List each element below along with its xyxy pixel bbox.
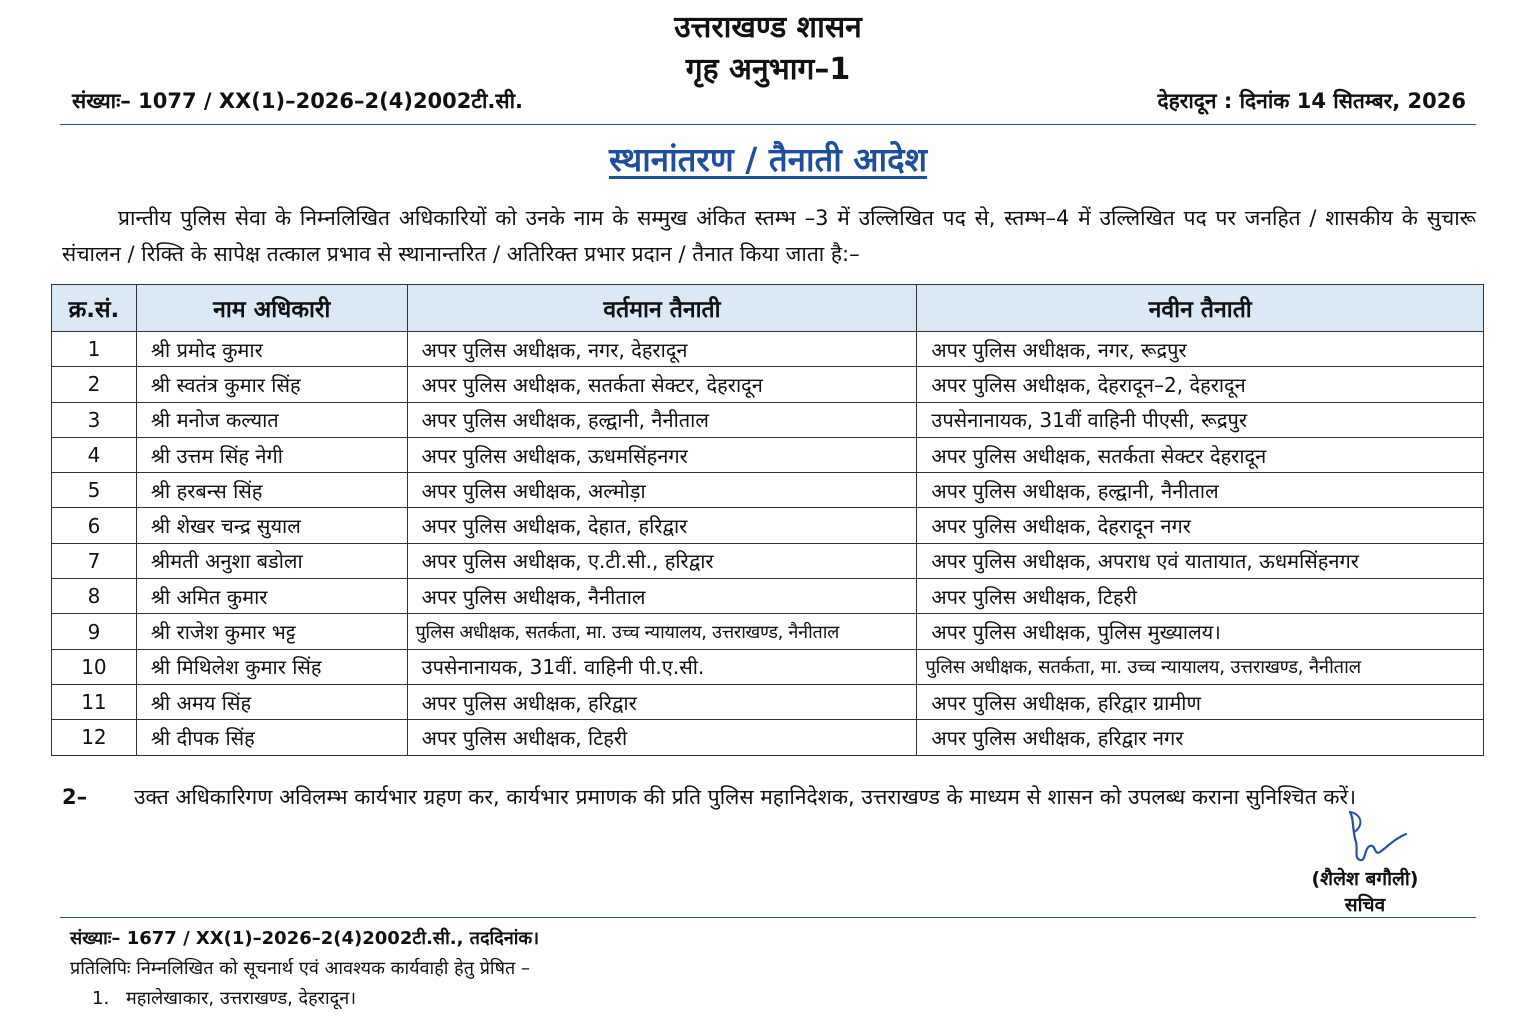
cell-current-posting: उपसेनानायक, 31वीं. वाहिनी पी.ए.सी. — [407, 649, 917, 684]
copy-reference: संख्याः– 1677 / XX(1)–2026–2(4)2002टी.सी., तददिनांक। — [70, 928, 540, 949]
cell-officer-name: श्री स्वतंत्र कुमार सिंह — [136, 367, 407, 402]
cell-serial: 9 — [52, 614, 137, 649]
cell-serial: 4 — [52, 437, 137, 472]
cell-current-posting: अपर पुलिस अधीक्षक, अल्मोड़ा — [407, 473, 917, 508]
cell-officer-name: श्री शेखर चन्द्र सुयाल — [136, 508, 407, 543]
table-row — [52, 543, 1484, 578]
cell-serial: 6 — [52, 508, 137, 543]
cell-new-posting: अपर पुलिस अधीक्षक, नगर, रूद्रपुर — [917, 332, 1484, 367]
table-row — [52, 473, 1484, 508]
cell-new-posting: अपर पुलिस अधीक्षक, सतर्कता सेक्टर देहरादून — [917, 437, 1484, 472]
signature-mark — [1340, 808, 1410, 870]
cell-current-posting: अपर पुलिस अधीक्षक, टिहरी — [407, 720, 917, 755]
cell-new-posting: अपर पुलिस अधीक्षक, अपराध एवं यातायात, ऊधमसिंहनगर — [917, 543, 1484, 578]
cell-serial: 12 — [52, 720, 137, 755]
table-row — [52, 720, 1484, 755]
cell-current-posting: अपर पुलिस अधीक्षक, नगर, देहरादून — [407, 332, 917, 367]
cell-officer-name: श्री प्रमोद कुमार — [136, 332, 407, 367]
cell-serial: 8 — [52, 579, 137, 614]
table-header-row — [52, 285, 1484, 332]
government-name: उत्तराखण्ड शासन — [674, 10, 862, 45]
table-row — [52, 614, 1484, 649]
cell-officer-name: श्री मनोज कल्यात — [136, 402, 407, 437]
cell-current-posting: अपर पुलिस अधीक्षक, सतर्कता सेक्टर, देहरादून — [407, 367, 917, 402]
signatory-block — [1290, 866, 1440, 918]
cell-new-posting: अपर पुलिस अधीक्षक, देहरादून–2, देहरादून — [917, 367, 1484, 402]
copy-item-text: महालेखाकार, उत्तराखण्ड, देहरादून। — [126, 988, 357, 1009]
table-row — [52, 367, 1484, 402]
cell-officer-name: श्री उत्तम सिंह नेगी — [136, 437, 407, 472]
cell-officer-name: श्री दीपक सिंह — [136, 720, 407, 755]
header-officer-name: नाम अधिकारी — [136, 285, 407, 332]
signatory-designation: सचिव — [1344, 894, 1386, 916]
paragraph-2-number: 2– — [62, 785, 88, 809]
cell-officer-name: श्री हरबन्स सिंह — [136, 473, 407, 508]
cell-officer-name: श्री अमित कुमार — [136, 579, 407, 614]
cell-current-posting: अपर पुलिस अधीक्षक, हल्द्वानी, नैनीताल — [407, 402, 917, 437]
cell-new-posting: अपर पुलिस अधीक्षक, पुलिस मुख्यालय। — [917, 614, 1484, 649]
table-row — [52, 579, 1484, 614]
list-item — [92, 986, 356, 1012]
cell-current-posting: अपर पुलिस अधीक्षक, ऊधमसिंहनगर — [407, 437, 917, 472]
cell-officer-name: श्री अमय सिंह — [136, 684, 407, 719]
table-row — [52, 684, 1484, 719]
paragraph-2-text: उक्त अधिकारिगण अविलम्भ कार्यभार ग्रहण कर, कार्यभार प्रमाणक की प्रति पुलिस महानिदेशक, उत्तराखण्ड के माध्यम से शासन को उपलब्ध कराना सुनिश्चित करें। — [134, 785, 1357, 809]
cell-current-posting: अपर पुलिस अधीक्षक, ए.टी.सी., हरिद्वार — [407, 543, 917, 578]
cell-new-posting: अपर पुलिस अधीक्षक, टिहरी — [917, 579, 1484, 614]
cell-serial: 5 — [52, 473, 137, 508]
intro-paragraph: प्रान्तीय पुलिस सेवा के निम्नलिखित अधिकारियों को उनके नाम के सम्मुख अंकित स्तम्भ –3 में उल्लिखित पद से, स्तम्भ–4 में उल्लिखित पद पर जनहित / शासकीय के सुचारू संचालन / रिक्ति के सापेक्ष तत्काल प्रभाव से स्थानान्तरित / अतिरिक्त प्रभार प्रदान / तैनात किया जाता है:– — [62, 206, 1476, 266]
paragraph-2 — [62, 780, 1476, 814]
table-row — [52, 402, 1484, 437]
header-current-posting: वर्तमान तैनाती — [407, 285, 917, 332]
posting-table — [51, 284, 1484, 756]
cell-officer-name: श्री राजेश कुमार भट्ट — [136, 614, 407, 649]
copy-item-number: 1. — [92, 988, 110, 1009]
cell-new-posting: उपसेनानायक, 31वीं वाहिनी पीएसी, रूद्रपुर — [917, 402, 1484, 437]
header-divider — [60, 124, 1476, 125]
cell-serial: 3 — [52, 402, 137, 437]
cell-new-posting: पुलिस अधीक्षक, सतर्कता, मा. उच्च न्यायालय, उत्तराखण्ड, नैनीताल — [917, 649, 1484, 684]
cell-current-posting: पुलिस अधीक्षक, सतर्कता, मा. उच्च न्यायालय, उत्तराखण्ड, नैनीताल — [407, 614, 917, 649]
cell-serial: 2 — [52, 367, 137, 402]
signatory-name: (शैलेश बगौली) — [1311, 868, 1419, 890]
table-row — [52, 649, 1484, 684]
cell-new-posting: अपर पुलिस अधीक्षक, हरिद्वार नगर — [917, 720, 1484, 755]
order-title: स्थानांतरण / तैनाती आदेश — [608, 140, 928, 179]
cell-officer-name: श्री मिथिलेश कुमार सिंह — [136, 649, 407, 684]
table-row — [52, 508, 1484, 543]
table-row — [52, 437, 1484, 472]
header-new-posting: नवीन तैनाती — [917, 285, 1484, 332]
cell-serial: 11 — [52, 684, 137, 719]
cell-serial: 10 — [52, 649, 137, 684]
cell-officer-name: श्रीमती अनुशा बडोला — [136, 543, 407, 578]
place-date: देहरादून : दिनांक 14 सितम्बर, 2026 — [1157, 89, 1466, 113]
cell-new-posting: अपर पुलिस अधीक्षक, देहरादून नगर — [917, 508, 1484, 543]
cell-current-posting: अपर पुलिस अधीक्षक, देहात, हरिद्वार — [407, 508, 917, 543]
copy-intro: प्रतिलिपिः निम्नलिखित को सूचनार्थ एवं आवश्यक कार्यवाही हेतु प्रेषित – — [70, 958, 530, 979]
header-serial: क्र.सं. — [52, 285, 137, 332]
cell-serial: 1 — [52, 332, 137, 367]
cell-new-posting: अपर पुलिस अधीक्षक, हरिद्वार ग्रामीण — [917, 684, 1484, 719]
cell-current-posting: अपर पुलिस अधीक्षक, नैनीताल — [407, 579, 917, 614]
cell-new-posting: अपर पुलिस अधीक्षक, हल्द्वानी, नैनीताल — [917, 473, 1484, 508]
cell-serial: 7 — [52, 543, 137, 578]
cell-current-posting: अपर पुलिस अधीक्षक, हरिद्वार — [407, 684, 917, 719]
reference-number: संख्याः– 1077 / XX(1)–2026–2(4)2002टी.सी. — [72, 89, 524, 113]
footer-divider — [60, 917, 1476, 918]
department-name: गृह अनुभाग–1 — [685, 52, 851, 87]
table-row — [52, 332, 1484, 367]
